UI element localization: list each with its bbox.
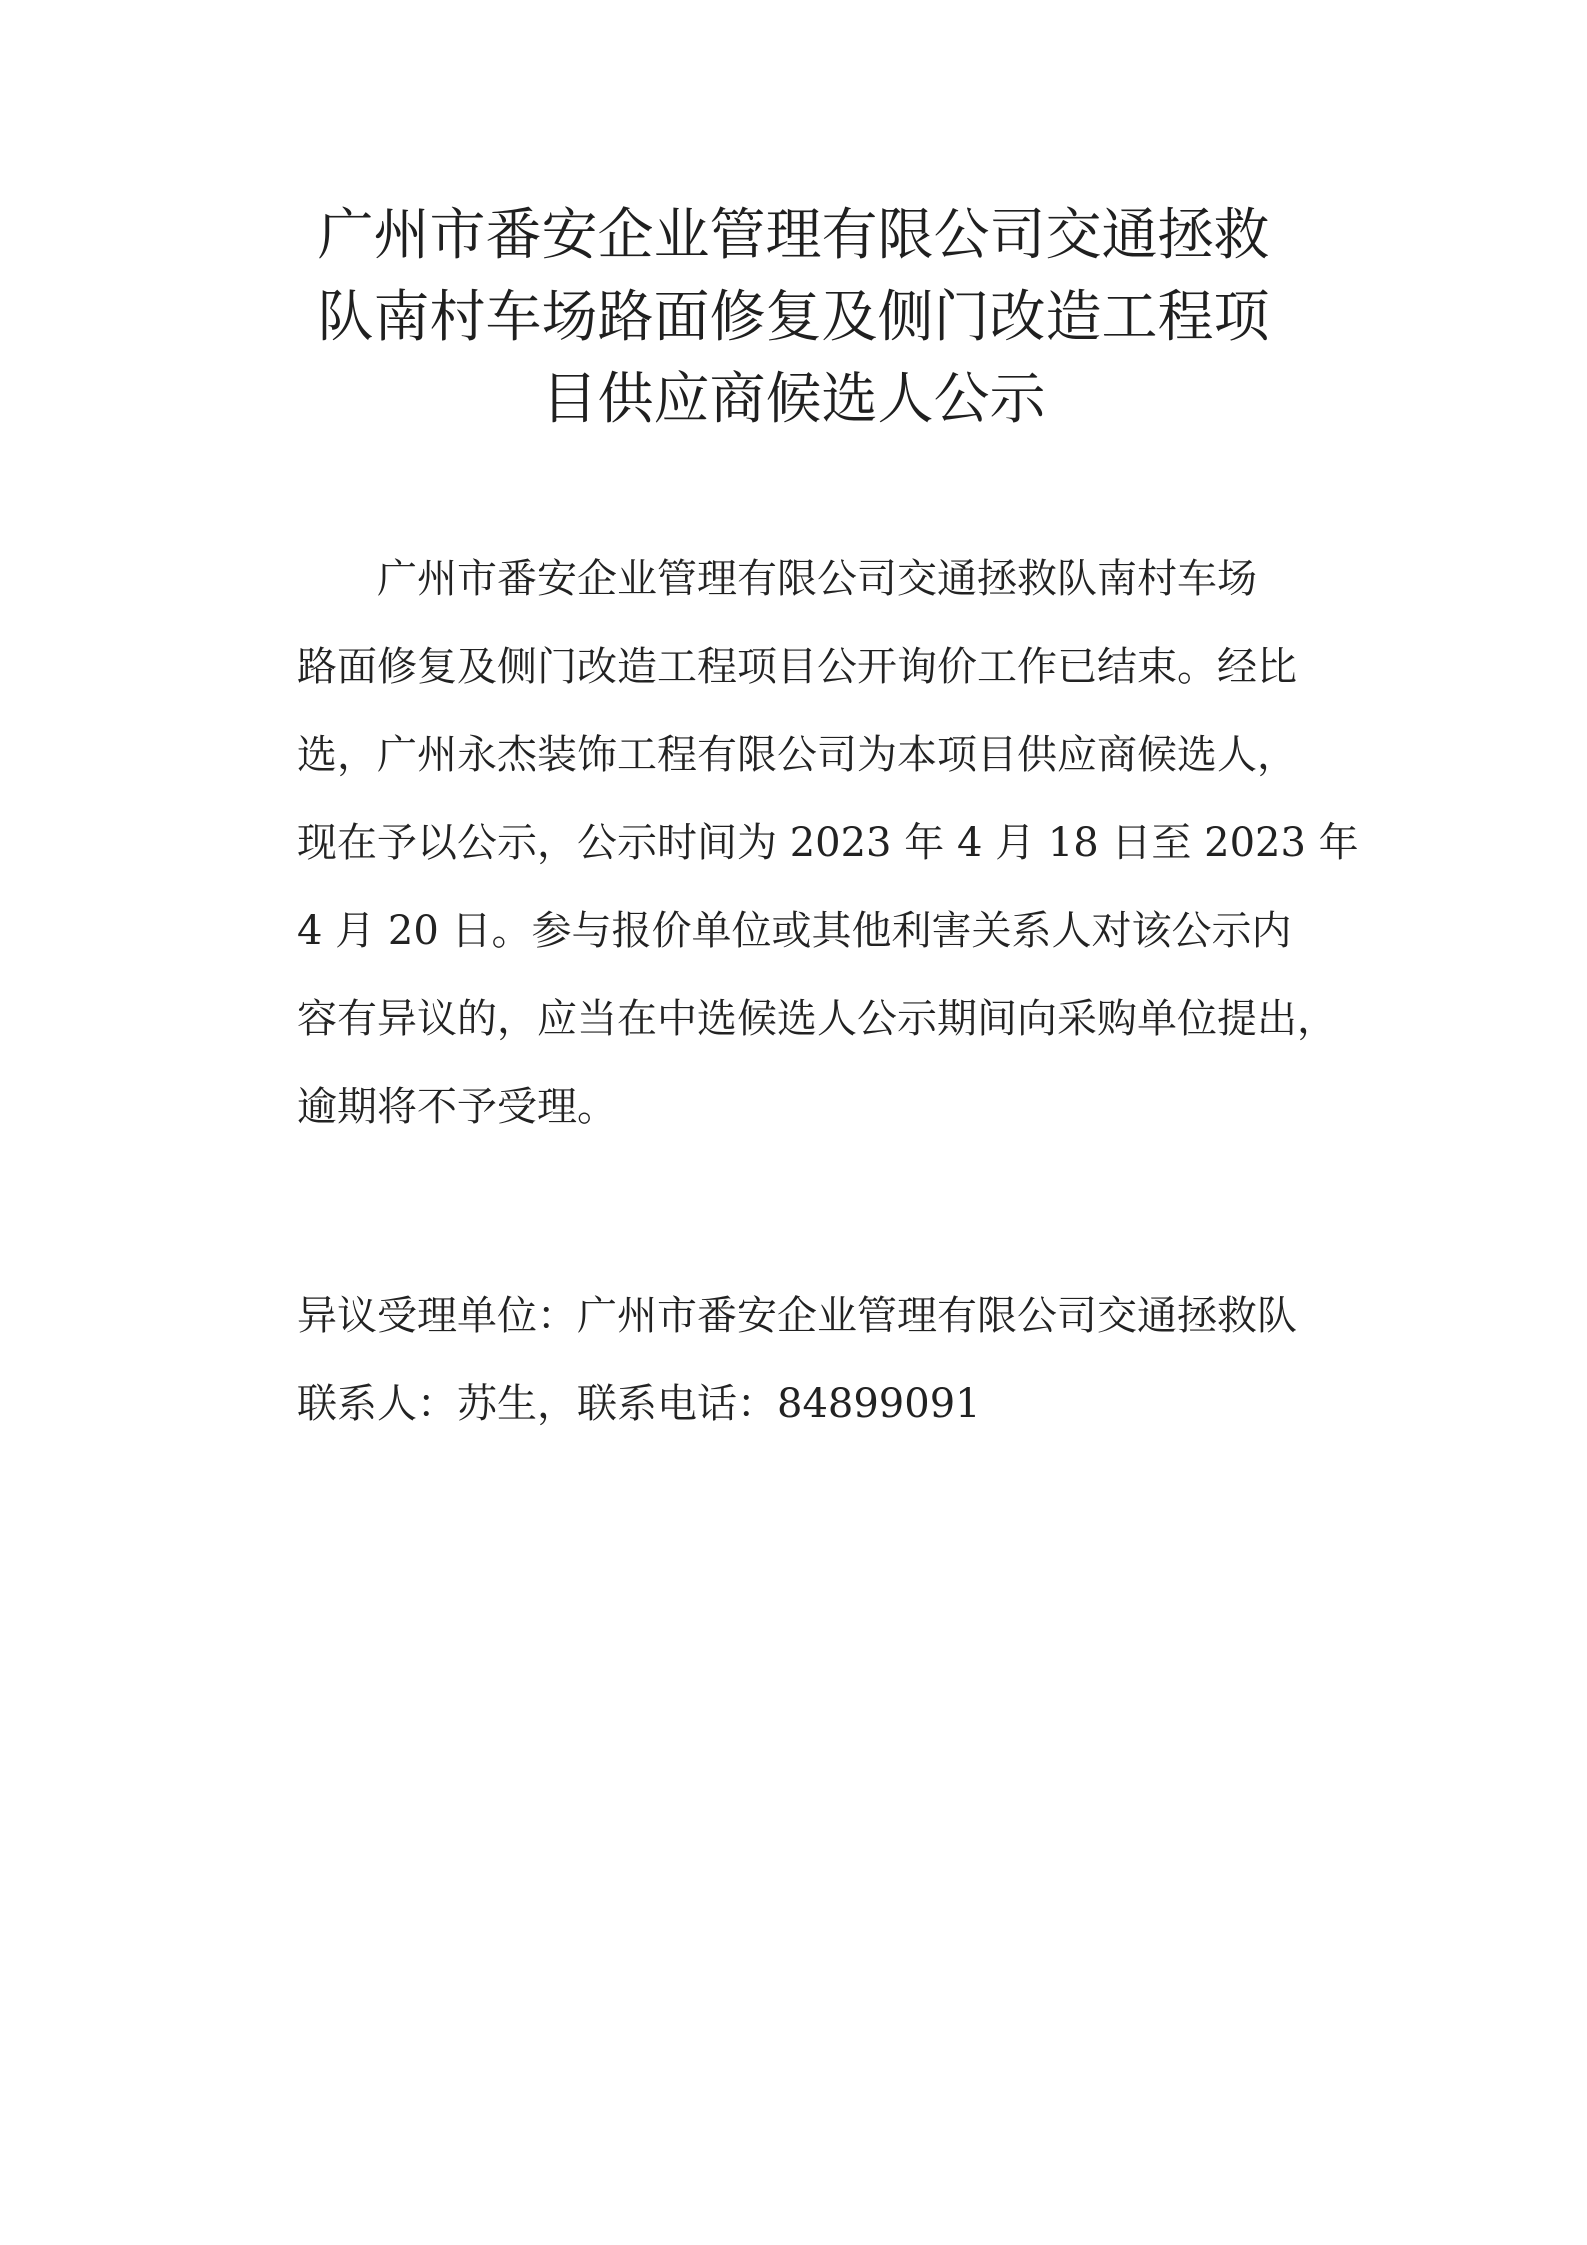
title-line-3: 目供应商候选人公示 xyxy=(541,367,1046,432)
body-line-2: 路面修复及侧门改造工程项目公开询价工作已结束。经比 xyxy=(297,644,1297,690)
body-line-1: 广州市番安企业管理有限公司交通拯救队南村车场 xyxy=(377,556,1257,602)
body-line-6: 容有异议的，应当在中选候选人公示期间向采购单位提出， xyxy=(297,996,1337,1042)
announcement-body xyxy=(297,535,1367,1151)
title-line-2: 队南村车场路面修复及侧门改造工程项 xyxy=(317,285,1270,350)
body-line-7: 逾期将不予受理。 xyxy=(297,1084,617,1130)
body-line-5: 4 月 20 日。参与报价单位或其他利害关系人对该公示内 xyxy=(297,908,1292,954)
title-line-1: 广州市番安企业管理有限公司交通拯救 xyxy=(317,203,1270,268)
body-line-4: 现在予以公示，公示时间为 2023 年 4 月 18 日至 2023 年 xyxy=(297,820,1359,866)
objection-unit: 异议受理单位：广州市番安企业管理有限公司交通拯救队 xyxy=(297,1293,1297,1339)
contact-section xyxy=(297,1272,1367,1448)
document-title xyxy=(0,195,1587,441)
contact-info: 联系人：苏生，联系电话：84899091 xyxy=(297,1381,981,1427)
body-line-3: 选，广州永杰装饰工程有限公司为本项目供应商候选人， xyxy=(297,732,1297,778)
